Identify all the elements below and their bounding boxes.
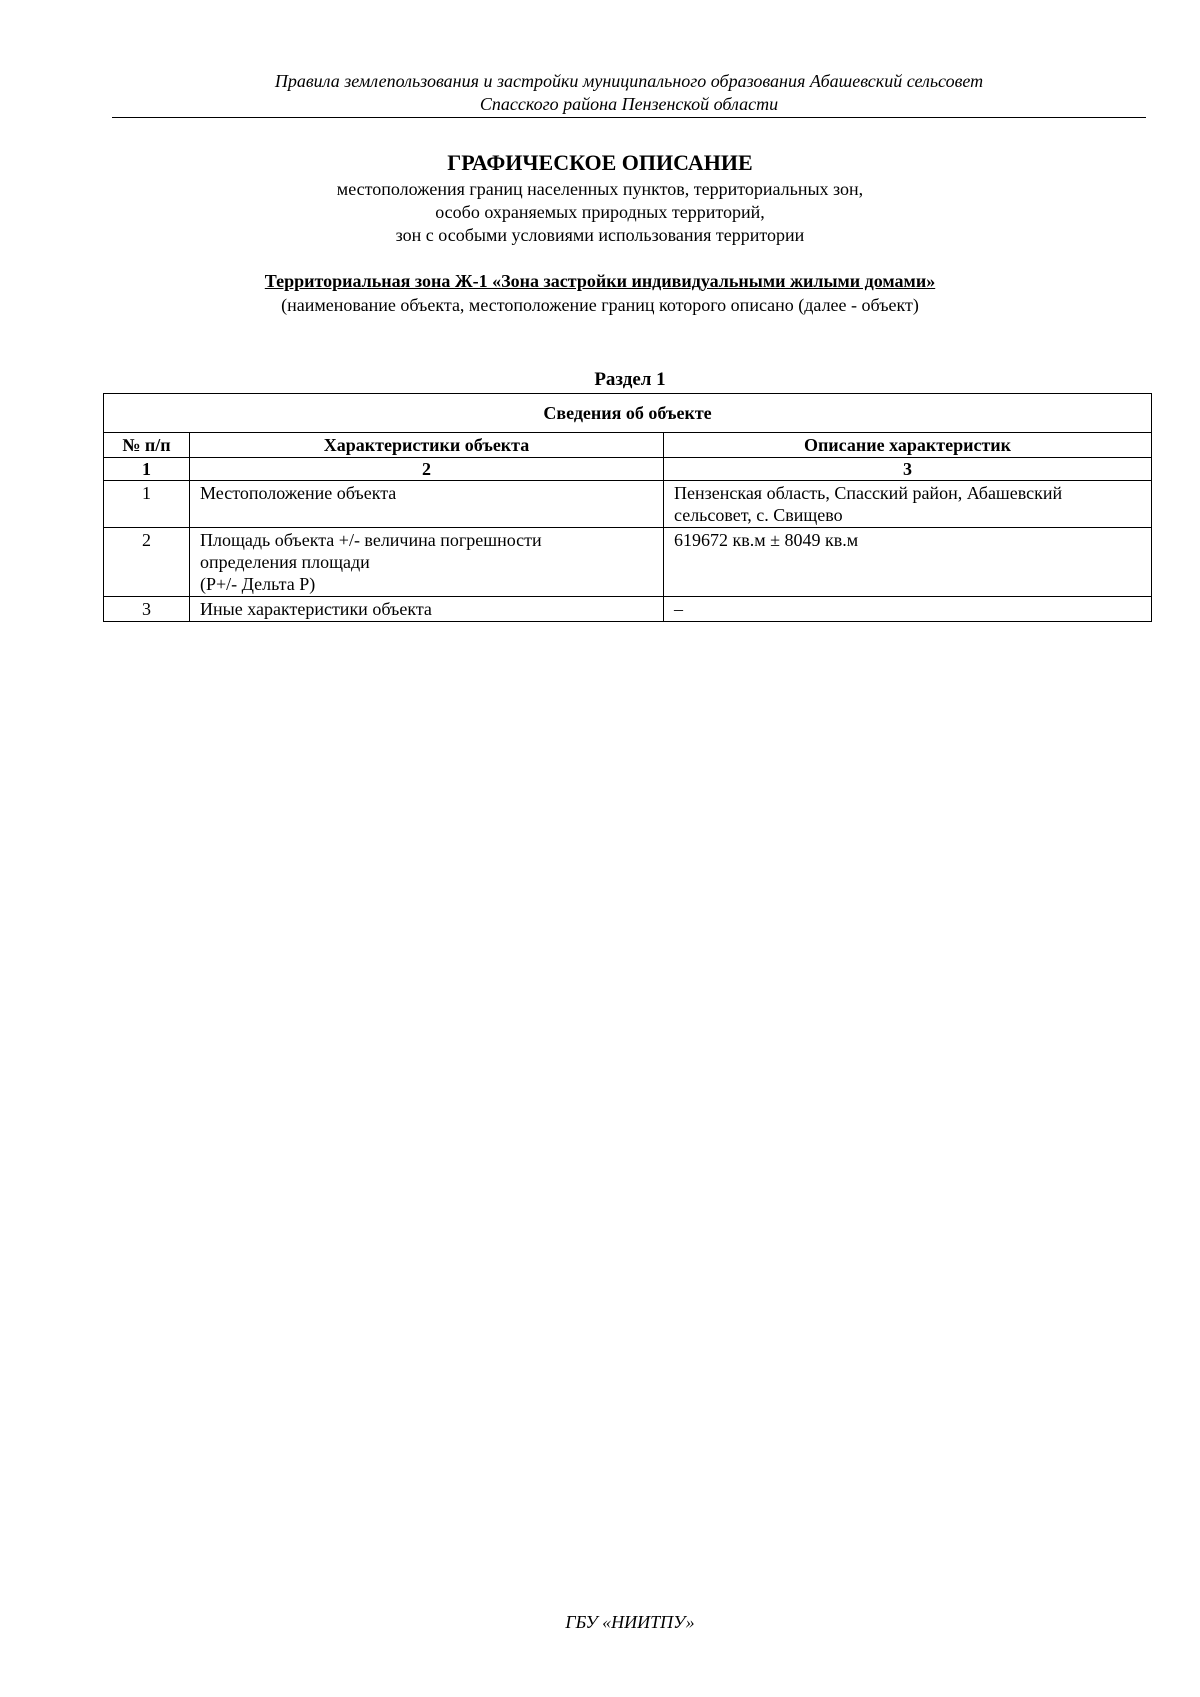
row-number: 3 [104,597,190,622]
document-title: ГРАФИЧЕСКОЕ ОПИСАНИЕ [447,150,753,175]
table-row [104,597,1152,622]
characteristic-line: определения площади [200,552,370,572]
column-number: 2 [190,458,664,481]
table-caption: Сведения об объекте [104,394,1152,433]
subtitle-line-3: зон с особыми условиями использования территории [395,225,805,245]
document-subtitle [0,178,1200,247]
table-header-row [104,433,1152,458]
subtitle-line-1: местоположения границ населенных пунктов, территориальных зон, [336,179,864,199]
column-header-characteristic: Характеристики объекта [190,433,664,458]
description-line: – [674,599,683,619]
subtitle-line-2: особо охраняемых природных территорий, [435,202,765,222]
column-header-number: № п/п [104,433,190,458]
row-characteristic [190,528,664,597]
characteristic-line: Площадь объекта +/- величина погрешности [200,530,542,550]
page-header-line-1: Правила землепользования и застройки муниципального образования Абашевский сельсовет [274,71,984,91]
table-caption-row [104,394,1152,433]
column-number: 3 [664,458,1152,481]
row-characteristic [190,481,664,528]
description-line: Пензенская область, Спасский район, Абашевский [674,483,1063,503]
zone-name: Территориальная зона Ж-1 «Зона застройки индивидуальными жилыми домами» [264,271,936,291]
characteristic-line: Иные характеристики объекта [200,599,432,619]
header-divider [112,117,1146,118]
characteristic-line: Местоположение объекта [200,483,397,503]
row-number: 2 [104,528,190,597]
row-description [664,597,1152,622]
page-header [112,70,1146,116]
section-title: Раздел 1 [594,369,666,390]
table-row [104,528,1152,597]
page-header-line-2: Спасского района Пензенской области [479,94,779,114]
object-info-table [103,393,1152,622]
page-footer: ГБУ «НИИТПУ» [565,1612,695,1632]
description-line: 619672 кв.м ± 8049 кв.м [674,530,859,550]
zone-caption: (наименование объекта, местоположение границ которого описано (далее - объект) [281,295,919,315]
row-description [664,481,1152,528]
row-characteristic [190,597,664,622]
table-row [104,481,1152,528]
characteristic-line: (P+/- Дельта P) [200,574,316,594]
column-number-row [104,458,1152,481]
row-number: 1 [104,481,190,528]
column-number: 1 [104,458,190,481]
description-line: сельсовет, с. Свищево [674,505,843,525]
column-header-description: Описание характеристик [664,433,1152,458]
row-description [664,528,1152,597]
